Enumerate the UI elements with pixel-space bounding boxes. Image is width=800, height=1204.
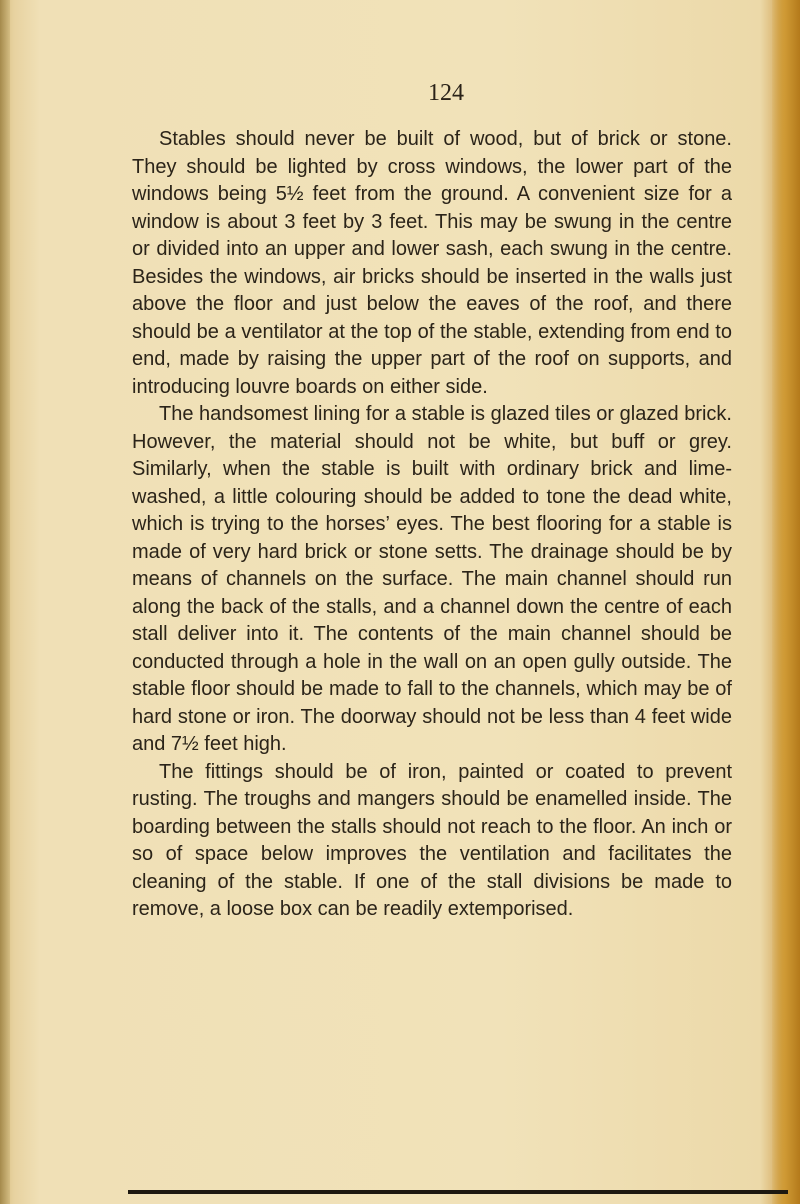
- page-gutter-shadow: [0, 0, 10, 1204]
- paragraph-fittings: The fittings should be of iron, painted or coated to prevent rusting. The troughs and mangers should be enamelled inside. The boarding between the stalls should not reach to the floor. An inch or so of space below improves the ventilation and facilitates the cleaning of the stable. If one of the stall divisions be made to remove, a loose box can be readily extemporised.: [132, 760, 732, 920]
- page-edge-binding: [772, 0, 800, 1204]
- body-text: [132, 126, 732, 924]
- page-number: 124: [428, 80, 464, 106]
- paragraph-lining-and-drainage: The handsomest lining for a stable is glazed tiles or glazed brick. However, the material should not be white, but buff or grey. Similarly, when the stable is built with ordinary brick and lime-washed, a little colouring should be added to tone the dead white, which is trying to the horses’ eyes. The best flooring for a stable is made of very hard brick or stone setts. The drainage should be by means of channels on the surface. The main channel should run along the back of the stalls, and a channel down the centre of each stall deliver into it. The contents of the main channel should be conducted through a hole in the wall on an open gully outside. The stable floor should be made to fall to the channels, which may be of hard stone or iron. The doorway should not be less than 4 feet wide and 7½ feet high.: [132, 403, 732, 755]
- bottom-rule: [128, 1190, 788, 1194]
- paragraph-stable-construction: Stables should never be built of wood, but of brick or stone. They should be lighted by cross windows, the lower part of the windows being 5½ feet from the ground. A convenient size for a window is about 3 feet by 3 feet. This may be swung in the centre or divided into an upper and lower sash, each swung in the centre. Besides the windows, air bricks should be inserted in the walls just above the floor and just below the eaves of the roof, and there should be a ventilator at the top of the stable, extending from end to end, made by raising the upper part of the roof on supports, and introducing louvre boards on either side.: [132, 128, 732, 398]
